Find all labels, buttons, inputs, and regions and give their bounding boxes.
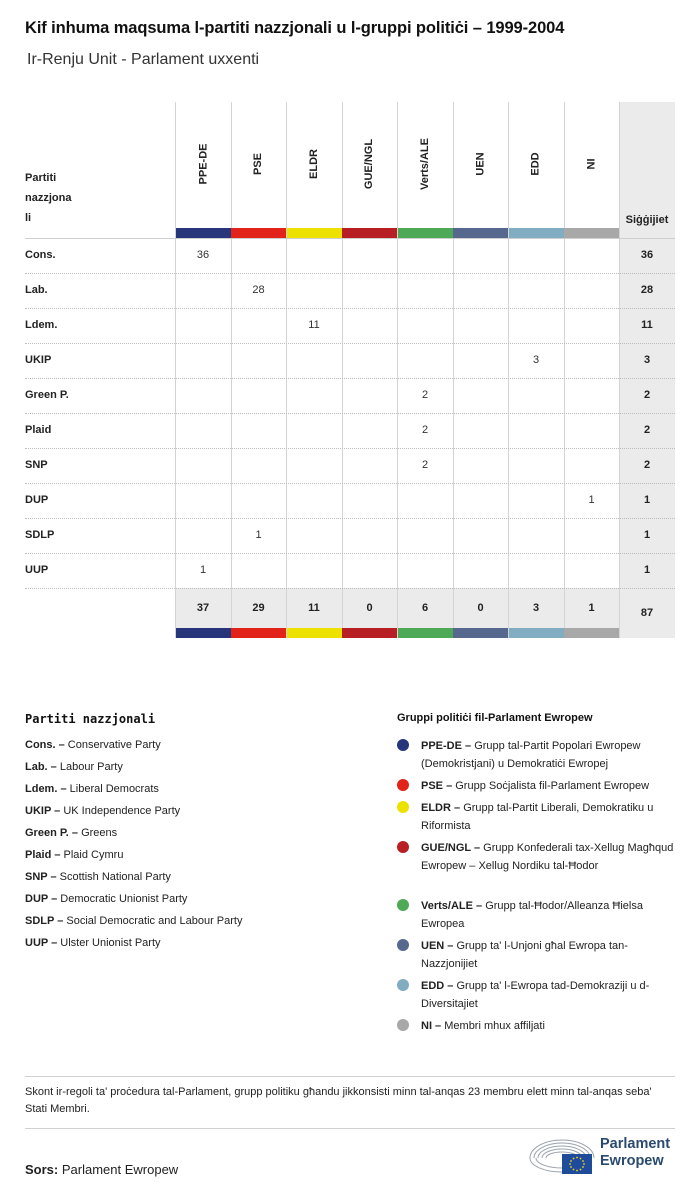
group-color-swatch bbox=[342, 228, 397, 238]
column-total: 0 bbox=[477, 602, 484, 614]
party-row-label: Cons. bbox=[25, 249, 56, 261]
seat-count-cell: 1 bbox=[588, 494, 595, 506]
group-full-name: Grupp tal-Partit Popolari Ewropew (Demokristjani) u Demokratiċi Ewropej bbox=[421, 740, 641, 770]
party-row-label: DUP bbox=[25, 494, 49, 506]
group-full-name: Grupp tal-Partit Liberali, Demokratiku u Riformista bbox=[421, 802, 654, 832]
group-color-dot-icon bbox=[397, 1019, 409, 1031]
party-row-label: SNP bbox=[25, 459, 48, 471]
group-color-swatch bbox=[564, 228, 619, 238]
party-abbreviation: SDLP – bbox=[25, 915, 64, 927]
party-row-label: Plaid bbox=[25, 424, 52, 436]
row-divider bbox=[25, 448, 675, 449]
party-abbreviation: Plaid – bbox=[25, 849, 61, 861]
column-header-label: PPE-DE bbox=[197, 143, 209, 185]
group-abbreviation: Verts/ALE – bbox=[421, 900, 483, 912]
party-abbreviation: DUP – bbox=[25, 893, 58, 905]
column-header-gue-ngl bbox=[342, 102, 398, 226]
party-legend-item bbox=[25, 803, 355, 825]
column-total: 11 bbox=[308, 602, 320, 614]
column-header-ppe-de bbox=[175, 102, 231, 226]
column-header-label: UEN bbox=[474, 152, 487, 176]
group-color-swatch bbox=[398, 228, 453, 238]
group-abbreviation: PPE-DE – bbox=[421, 740, 472, 752]
row-divider bbox=[25, 553, 675, 554]
group-legend-text bbox=[421, 839, 679, 875]
seat-count-cell: 1 bbox=[255, 529, 262, 541]
party-full-name: Greens bbox=[81, 827, 118, 839]
party-legend-item bbox=[25, 869, 355, 891]
seat-count-cell: 28 bbox=[252, 284, 265, 296]
row-total: 2 bbox=[643, 459, 651, 471]
column-header-label: ELDR bbox=[307, 149, 320, 179]
party-abbreviation: UKIP – bbox=[25, 805, 61, 817]
seat-count-cell: 2 bbox=[421, 424, 429, 436]
column-total: 29 bbox=[252, 602, 265, 614]
source-label: Sors: bbox=[25, 1162, 59, 1177]
column-header-uen bbox=[453, 102, 509, 226]
row-divider bbox=[25, 413, 675, 414]
group-abbreviation: NI – bbox=[421, 1020, 442, 1032]
party-legend-item bbox=[25, 759, 355, 781]
group-color-dot-icon bbox=[397, 939, 409, 951]
party-row-label: SDLP bbox=[25, 529, 55, 541]
group-abbreviation: UEN – bbox=[421, 940, 454, 952]
group-color-swatch bbox=[287, 628, 342, 638]
party-full-name: Ulster Unionist Party bbox=[60, 937, 161, 949]
group-legend-text bbox=[421, 737, 679, 773]
group-color-dot-icon bbox=[397, 979, 409, 991]
party-abbreviation: Green P. – bbox=[25, 827, 78, 839]
group-legend-item bbox=[397, 777, 679, 795]
footnote: Skont ir-regoli ta' proċedura tal-Parlament, grupp politiku għandu jikkonsisti minn tal-anqas 23 membru elett minn tal-anqas seba' Stati Membri. bbox=[25, 1086, 652, 1115]
group-full-name: Grupp Soċjalista fil-Parlament Ewropew bbox=[455, 780, 650, 792]
seat-count-cell: 1 bbox=[199, 564, 207, 576]
row-total: 1 bbox=[643, 564, 651, 576]
group-legend-text bbox=[421, 1017, 679, 1035]
party-full-name: Liberal Democrats bbox=[69, 783, 159, 795]
group-color-swatch bbox=[231, 628, 286, 638]
european-parliament-logo bbox=[528, 1136, 678, 1178]
party-full-name: UK Independence Party bbox=[63, 805, 181, 817]
party-row-label: Lab. bbox=[25, 284, 48, 296]
column-header-label: NI bbox=[585, 158, 598, 170]
party-full-name: Democratic Unionist Party bbox=[60, 893, 188, 905]
party-full-name: Plaid Cymru bbox=[63, 849, 124, 861]
group-color-swatch bbox=[453, 228, 508, 238]
column-header-ni bbox=[564, 102, 620, 226]
group-legend-text bbox=[421, 897, 679, 933]
source-line bbox=[25, 1162, 178, 1177]
group-color-swatch bbox=[509, 628, 564, 638]
divider bbox=[25, 1128, 675, 1129]
row-divider bbox=[25, 308, 675, 309]
row-divider bbox=[25, 518, 675, 519]
header-divider bbox=[25, 238, 675, 239]
group-full-name: Grupp Konfederali tax-Xellug Magħqud Ewropew – Xellug Nordiku tal-Ħodor bbox=[421, 842, 674, 872]
group-color-swatch bbox=[342, 628, 397, 638]
column-header-label: Verts/ALE bbox=[419, 138, 431, 190]
row-divider bbox=[25, 378, 675, 379]
party-abbreviation: UUP – bbox=[25, 937, 58, 949]
seat-count-cell: 2 bbox=[421, 389, 429, 401]
party-abbreviation: Cons. – bbox=[25, 739, 65, 751]
group-legend-text bbox=[421, 777, 679, 795]
group-color-swatch bbox=[564, 628, 619, 638]
column-total: 37 bbox=[196, 602, 210, 614]
party-row-label: Ldem. bbox=[25, 319, 58, 331]
group-color-dot-icon bbox=[397, 739, 409, 751]
party-row-label: Green P. bbox=[25, 389, 69, 401]
group-abbreviation: ELDR – bbox=[421, 802, 461, 814]
group-color-swatch bbox=[231, 228, 286, 238]
column-header-pse bbox=[231, 102, 287, 226]
row-total: 3 bbox=[643, 354, 651, 366]
group-color-swatch bbox=[287, 228, 342, 238]
groups-legend-title: Gruppi politiċi fil-Parlament Ewropew bbox=[397, 712, 593, 724]
column-header-label: EDD bbox=[529, 152, 542, 176]
column-total: 3 bbox=[532, 602, 540, 614]
party-abbreviation: Ldem. – bbox=[25, 783, 67, 795]
group-color-swatch bbox=[453, 628, 508, 638]
party-legend-item bbox=[25, 847, 355, 869]
row-total: 2 bbox=[643, 424, 651, 436]
group-legend-item bbox=[397, 799, 679, 835]
column-header-label: GUE/NGL bbox=[363, 138, 376, 190]
group-color-dot-icon bbox=[397, 801, 409, 813]
group-legend-text bbox=[421, 799, 679, 835]
group-full-name: Grupp ta' l-Unjoni għal Ewropa tan-Nazzjonijiet bbox=[421, 940, 628, 970]
party-full-name: Conservative Party bbox=[67, 739, 161, 751]
group-full-name: Membri mhux affiljati bbox=[444, 1020, 545, 1032]
group-legend-item bbox=[397, 1017, 679, 1035]
row-divider bbox=[25, 273, 675, 274]
party-legend-item bbox=[25, 737, 355, 759]
column-header-verts-ale bbox=[397, 102, 453, 226]
seat-count-cell: 3 bbox=[532, 354, 540, 366]
page-subtitle: Ir-Renju Unit - Parlament uxxenti bbox=[27, 51, 260, 68]
group-abbreviation: EDD – bbox=[421, 980, 454, 992]
group-abbreviation: PSE – bbox=[421, 780, 453, 792]
party-legend-item bbox=[25, 781, 355, 803]
group-legend-item bbox=[397, 937, 679, 973]
column-header-eldr bbox=[286, 102, 342, 226]
divider bbox=[25, 1076, 675, 1077]
group-color-swatch bbox=[509, 228, 564, 238]
group-full-name: Grupp ta' l-Ewropa tad-Demokraziji u d-Diversitajiet bbox=[421, 980, 650, 1010]
column-total: 1 bbox=[588, 602, 595, 614]
party-legend-item bbox=[25, 891, 355, 913]
grand-total: 87 bbox=[640, 607, 654, 619]
party-full-name: Scottish National Party bbox=[59, 871, 171, 883]
party-abbreviation: SNP – bbox=[25, 871, 57, 883]
group-color-swatch bbox=[176, 628, 231, 638]
group-legend-item bbox=[397, 897, 679, 933]
page-title: Kif inhuma maqsuma l-partiti nazzjonali u l-gruppi politiċi – 1999-2004 bbox=[25, 19, 565, 37]
parties-legend-title: Partiti nazzjonali bbox=[25, 712, 156, 726]
party-legend-item bbox=[25, 913, 355, 935]
seat-count-cell: 36 bbox=[196, 249, 210, 261]
row-divider bbox=[25, 343, 675, 344]
row-total: 11 bbox=[641, 319, 653, 331]
column-total: 0 bbox=[366, 602, 373, 614]
row-total: 1 bbox=[643, 494, 651, 506]
group-legend-text bbox=[421, 977, 679, 1013]
party-legend-item bbox=[25, 825, 355, 847]
party-row-label: UUP bbox=[25, 564, 49, 576]
column-header-label: PSE bbox=[252, 152, 265, 176]
row-total: 2 bbox=[643, 389, 651, 401]
group-legend-item bbox=[397, 977, 679, 1013]
party-row-label: UKIP bbox=[25, 354, 52, 366]
group-color-dot-icon bbox=[397, 899, 409, 911]
seat-count-cell: 11 bbox=[308, 319, 320, 331]
logo-wordmark: Parlament Ewropew bbox=[600, 1136, 671, 1169]
column-total: 6 bbox=[421, 602, 429, 614]
party-column-header: Partiti nazzjona li bbox=[25, 172, 72, 224]
group-abbreviation: GUE/NGL – bbox=[421, 842, 481, 854]
group-full-name: Grupp tal-Ħodor/Alleanza Ħielsa Ewropea bbox=[421, 900, 643, 930]
group-color-dot-icon bbox=[397, 779, 409, 791]
row-total: 36 bbox=[640, 249, 654, 261]
party-full-name: Labour Party bbox=[59, 761, 123, 773]
row-total: 1 bbox=[643, 529, 651, 541]
party-legend-item bbox=[25, 935, 355, 957]
party-abbreviation: Lab. – bbox=[25, 761, 57, 773]
group-legend-item bbox=[397, 737, 679, 773]
group-legend-item bbox=[397, 839, 679, 875]
source-value: Parlament Ewropew bbox=[61, 1162, 179, 1177]
group-color-swatch bbox=[398, 628, 453, 638]
group-color-swatch bbox=[176, 228, 231, 238]
group-legend-text bbox=[421, 937, 679, 973]
group-color-dot-icon bbox=[397, 841, 409, 853]
row-total: 28 bbox=[640, 284, 654, 296]
seat-count-cell: 2 bbox=[421, 459, 429, 471]
hemicycle-flag-icon bbox=[528, 1136, 598, 1178]
parties-legend bbox=[25, 737, 355, 957]
seat-distribution-table bbox=[25, 102, 675, 638]
party-full-name: Social Democratic and Labour Party bbox=[66, 915, 243, 927]
column-header-edd bbox=[508, 102, 564, 226]
total-column-header: Siġġijiet bbox=[625, 214, 669, 226]
